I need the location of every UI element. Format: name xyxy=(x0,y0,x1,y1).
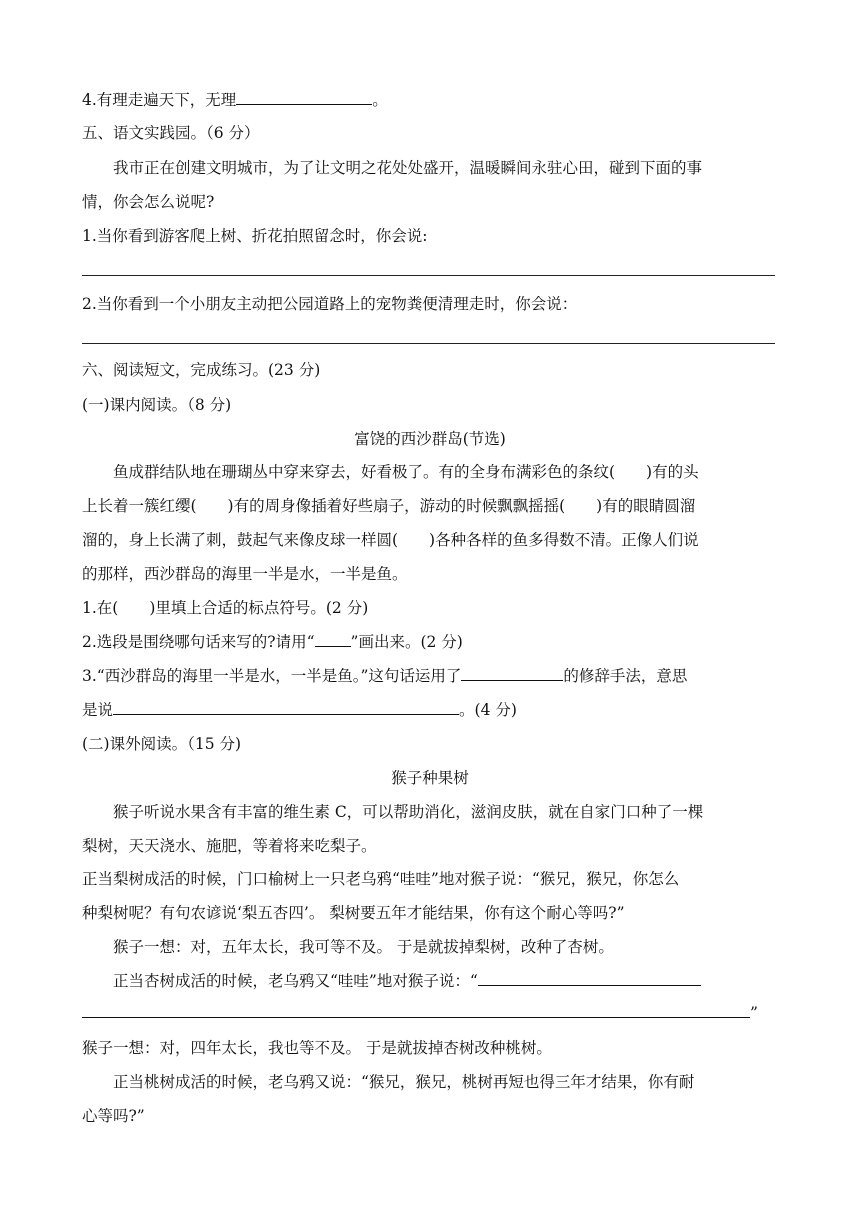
passage-2-para2-line2: 种梨树呢？有句农谚说‘梨五杏四’。 梨树要五年才能结果，你有这个耐心等吗?” xyxy=(82,904,625,922)
passage-2-para4-line2 xyxy=(82,1003,758,1023)
practice-question-2: 2.当你看到一个小朋友主动把公园道路上的宠物粪便清理走时，你会说： xyxy=(82,295,578,313)
answer-line-1[interactable] xyxy=(82,275,775,276)
reading-question-2 xyxy=(82,632,463,652)
in-class-reading-heading: (一)课内阅读。（8 分) xyxy=(82,396,232,414)
passage-2-para6-line2: 心等吗?” xyxy=(82,1107,145,1125)
passage-2-para1-line1: 猴子听说水果含有丰富的维生素 C，可以帮助消化，滋润皮肤，就在自家门口种了一棵 xyxy=(113,803,704,821)
answer-blank[interactable] xyxy=(236,90,372,105)
section-5-intro-line2: 情，你会怎么说呢? xyxy=(82,193,215,211)
passage-2-para4-line1 xyxy=(113,971,701,991)
passage-1-line2: 上长着一簇红缨( )有的周身像插着好些扇子，游动的时候飘飘摇摇( )有的眼睛圆溜 xyxy=(82,497,696,515)
proverb-text: 4.有理走遍天下，无理 xyxy=(82,91,237,109)
passage-1-line4: 的那样，西沙群岛的海里一半是水，一半是鱼。 xyxy=(82,565,408,583)
section-5-heading: 五、语文实践园。（6 分） xyxy=(82,124,260,142)
extracurricular-reading-heading: (二)课外阅读。（15 分) xyxy=(82,735,242,753)
passage-2-para5: 猴子一想：对，四年太长，我也等不及。 于是就拔掉杏树改种桃树。 xyxy=(82,1039,552,1057)
section-6-heading: 六、阅读短文，完成练习。(23 分) xyxy=(82,361,321,379)
question-3-text: 3.“西沙群岛的海里一半是水，一半是鱼。”这句话运用了 xyxy=(82,667,462,685)
passage-2-para6-line1: 正当桃树成活的时候，老乌鸦又说：“猴兄，猴兄，桃树再短也得三年才结果，你有耐 xyxy=(113,1073,695,1091)
question-3-suffix: 的修辞手法，意思 xyxy=(563,667,688,685)
practice-question-1: 1.当你看到游客爬上树、折花拍照留念时，你会说: xyxy=(82,227,428,245)
passage-2-para2-line1: 正当梨树成活的时候，门口榆树上一只老乌鸦“哇哇”地对猴子说：“猴兄，猴兄，你怎么 xyxy=(82,870,680,888)
question-2-text: 2.选段是围绕哪句话来写的?请用“ xyxy=(82,633,315,651)
question-2-end: ”画出来。(2 分) xyxy=(350,633,463,651)
passage-2-para3: 猴子一想：对，五年太长，我可等不及。 于是就拔掉梨树，改种了杏树。 xyxy=(113,938,614,956)
underline-sample xyxy=(315,632,351,647)
proverb-question xyxy=(82,90,388,110)
passage-2-para4-text: 正当杏树成活的时候，老乌鸦又“哇哇”地对猴子说：“ xyxy=(113,972,478,990)
passage-1-title: 富饶的西沙群岛(节选) xyxy=(354,430,506,448)
passage-1-line1: 鱼成群结队地在珊瑚丛中穿来穿去，好看极了。有的全身布满彩色的条纹( )有的头 xyxy=(113,463,699,481)
rhetoric-blank[interactable] xyxy=(461,666,563,681)
closing-quote: ” xyxy=(750,1004,758,1022)
proverb-end: 。 xyxy=(372,91,388,109)
meaning-blank[interactable] xyxy=(113,700,459,715)
reading-question-3 xyxy=(82,666,687,686)
question-3-points: 。(4 分) xyxy=(459,701,517,719)
answer-line-2[interactable] xyxy=(82,343,775,344)
passage-2-para1-line2: 梨树，天天浇水、施肥，等着将来吃梨子。 xyxy=(82,837,377,855)
reading-question-1: 1.在( )里填上合适的标点符号。(2 分) xyxy=(82,599,369,617)
question-3-cont-text: 是说 xyxy=(82,701,114,719)
crow-speech-blank-1[interactable] xyxy=(478,971,701,986)
section-5-intro-line1: 我市正在创建文明城市，为了让文明之花处处盛开，温暖瞬间永驻心田，碰到下面的事 xyxy=(113,159,703,177)
crow-speech-blank-2[interactable] xyxy=(82,1003,750,1018)
passage-1-line3: 溜的，身上长满了刺，鼓起气来像皮球一样圆( )各种各样的鱼多得数不清。正像人们说 xyxy=(82,531,699,549)
passage-2-title: 猴子种果树 xyxy=(391,769,469,787)
reading-question-3-cont xyxy=(82,700,517,720)
